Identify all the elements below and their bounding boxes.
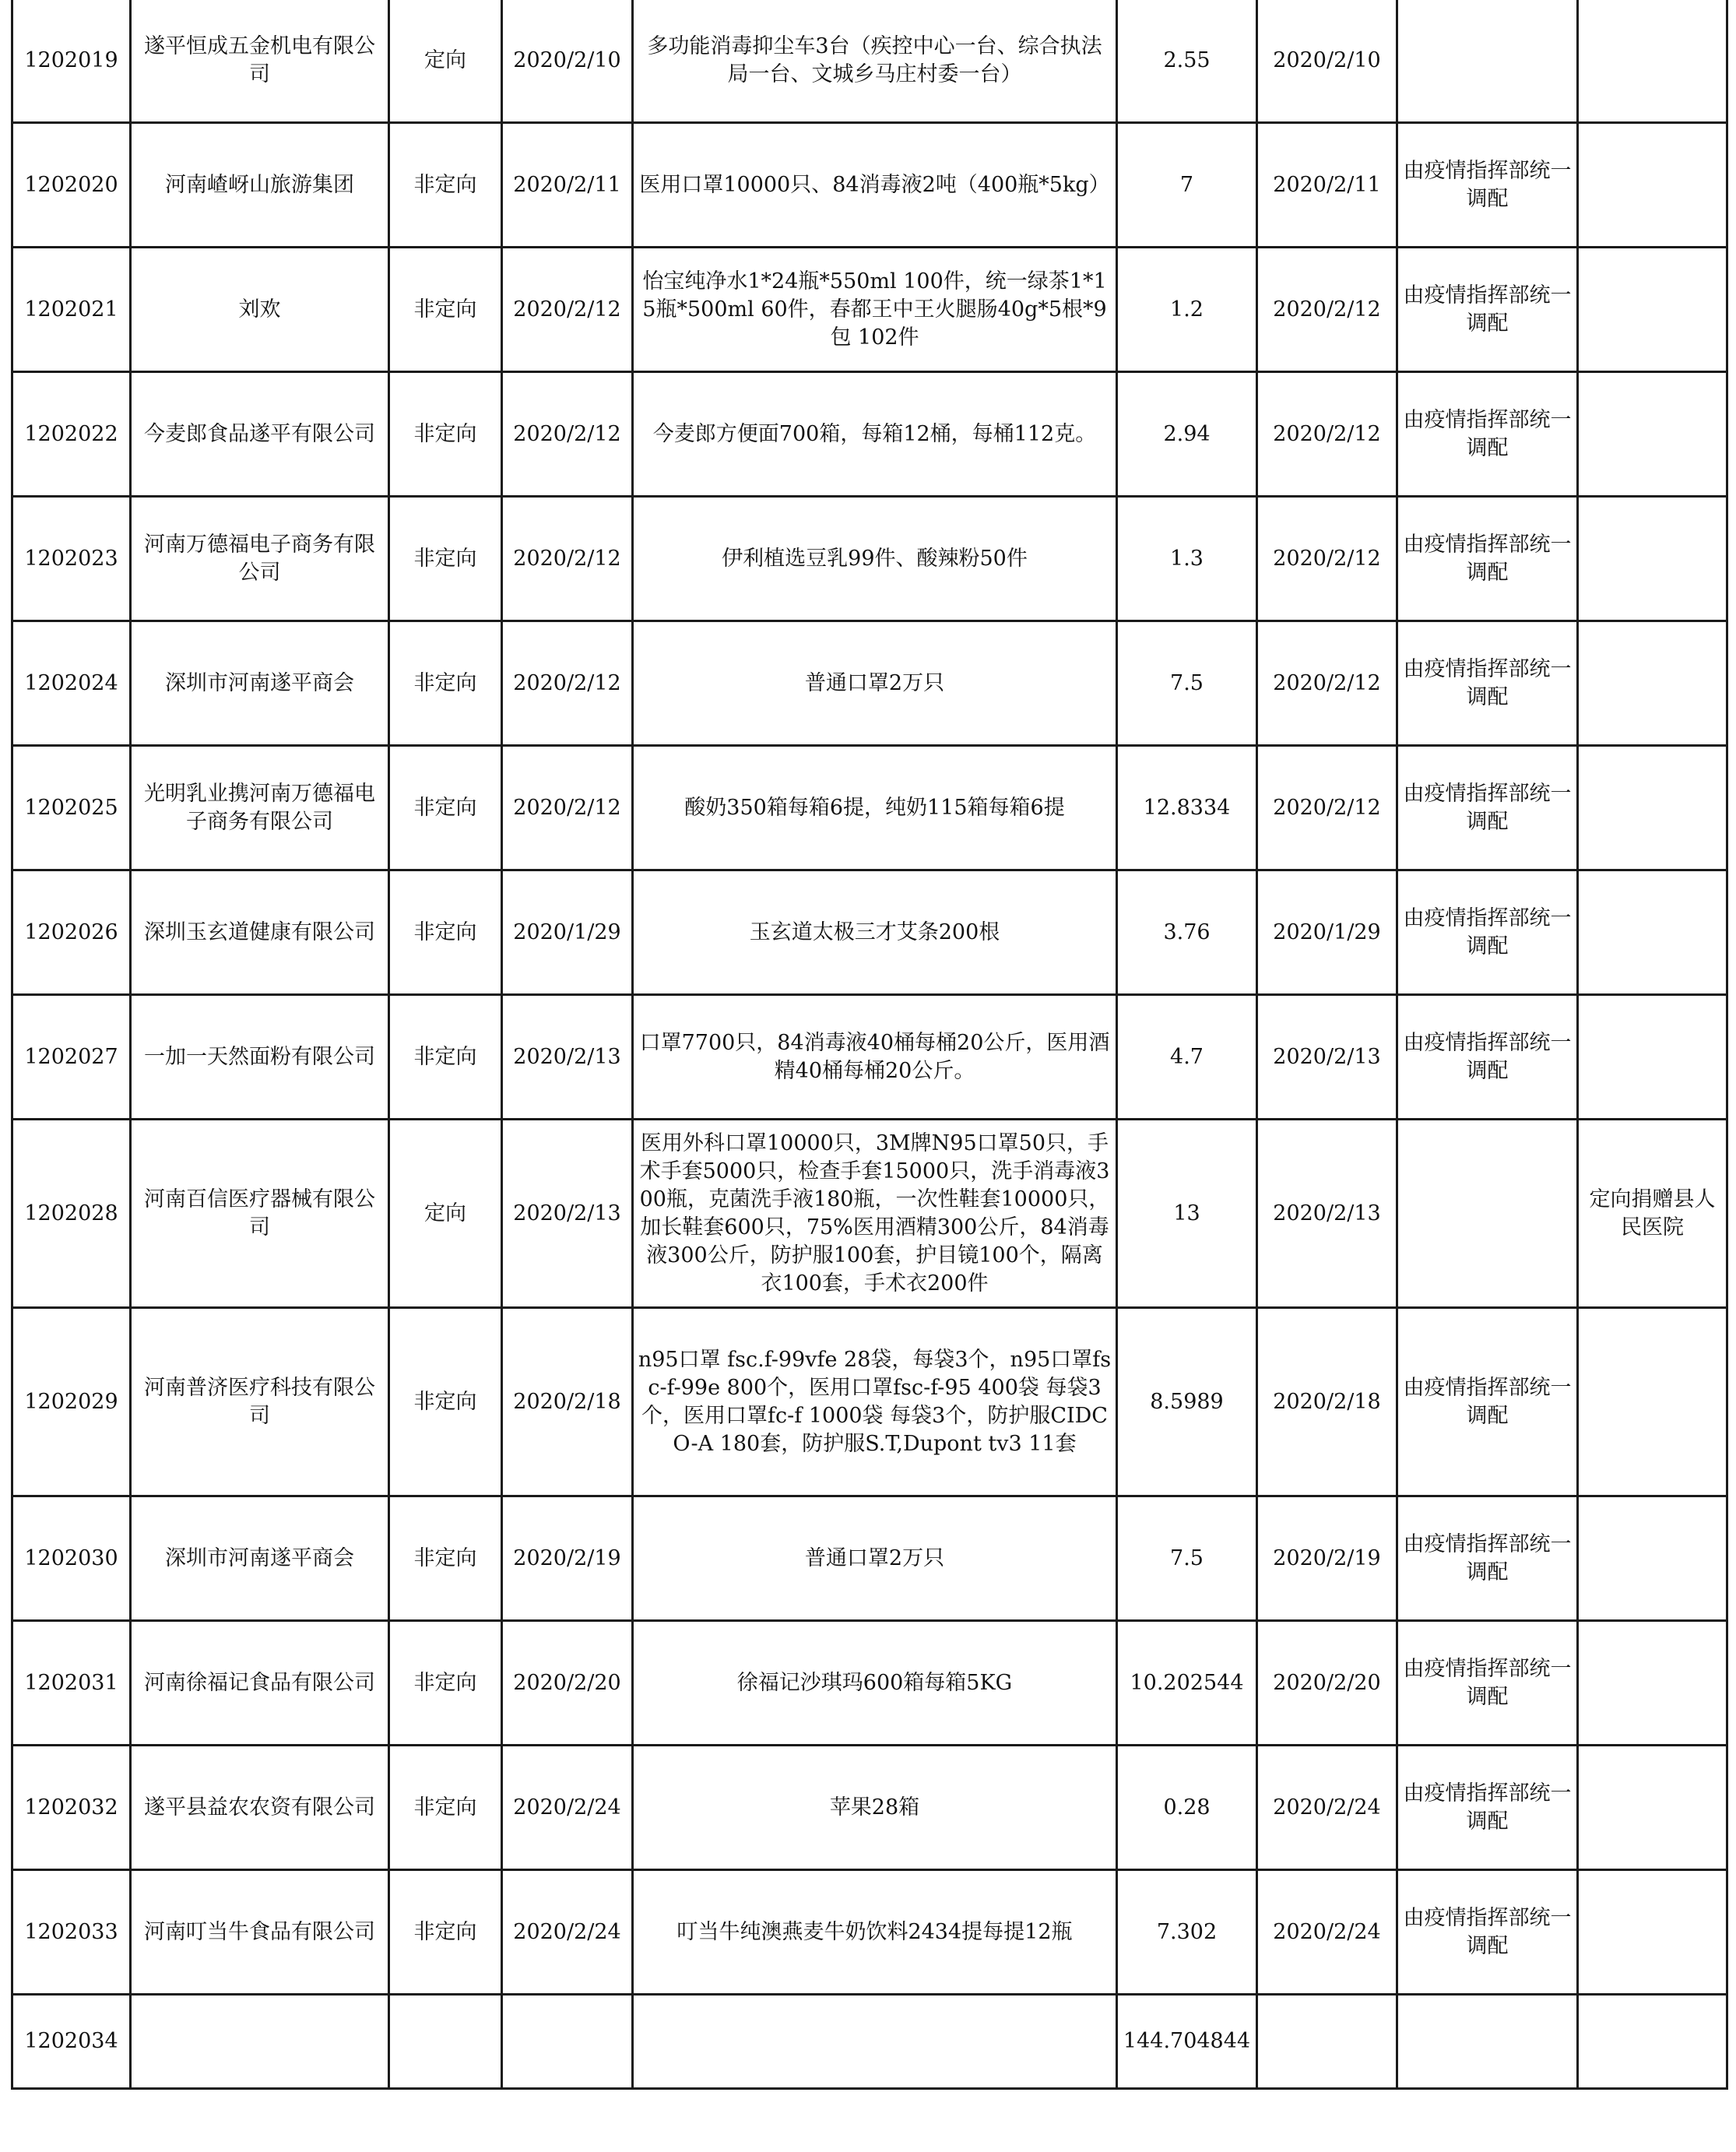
cell-id: 1202029 (12, 1308, 131, 1496)
cell-note: 定向捐赠县人民医院 (1578, 1120, 1727, 1308)
table-row (12, 497, 1727, 621)
cell-id: 1202031 (12, 1621, 131, 1746)
table-row (12, 248, 1727, 372)
table-row (12, 1308, 1727, 1496)
cell-receive-date: 2020/2/13 (1257, 995, 1397, 1120)
table-row (12, 1746, 1727, 1870)
cell-donor: 遂平县益农农资有限公司 (131, 1746, 389, 1870)
cell-value: 4.7 (1117, 995, 1257, 1120)
cell-receive-date: 2020/2/19 (1257, 1496, 1397, 1621)
cell-type (389, 1995, 502, 2089)
cell-id: 1202022 (12, 372, 131, 497)
cell-type: 非定向 (389, 1621, 502, 1746)
cell-value: 10.202544 (1117, 1621, 1257, 1746)
cell-donor: 刘欢 (131, 248, 389, 372)
cell-donor: 河南普济医疗科技有限公司 (131, 1308, 389, 1496)
cell-donor: 一加一天然面粉有限公司 (131, 995, 389, 1120)
cell-usage: 由疫情指挥部统一调配 (1397, 995, 1578, 1120)
cell-receive-date: 2020/2/12 (1257, 621, 1397, 746)
cell-receive-date: 2020/1/29 (1257, 870, 1397, 995)
cell-note (1578, 497, 1727, 621)
cell-usage: 由疫情指挥部统一调配 (1397, 870, 1578, 995)
cell-id: 1202034 (12, 1995, 131, 2089)
cell-usage: 由疫情指挥部统一调配 (1397, 123, 1578, 248)
cell-note (1578, 621, 1727, 746)
table-row (12, 870, 1727, 995)
cell-date: 2020/2/20 (502, 1621, 633, 1746)
cell-usage: 由疫情指挥部统一调配 (1397, 621, 1578, 746)
cell-type: 非定向 (389, 870, 502, 995)
cell-value: 7.5 (1117, 1496, 1257, 1621)
cell-id: 1202024 (12, 621, 131, 746)
cell-value: 8.5989 (1117, 1308, 1257, 1496)
cell-usage: 由疫情指挥部统一调配 (1397, 372, 1578, 497)
cell-id: 1202019 (12, 0, 131, 123)
cell-value: 13 (1117, 1120, 1257, 1308)
cell-id: 1202027 (12, 995, 131, 1120)
cell-date: 2020/2/12 (502, 248, 633, 372)
cell-value: 1.3 (1117, 497, 1257, 621)
cell-donor: 河南百信医疗器械有限公司 (131, 1120, 389, 1308)
table-row (12, 123, 1727, 248)
cell-id: 1202032 (12, 1746, 131, 1870)
cell-items (633, 1995, 1117, 2089)
cell-note (1578, 1746, 1727, 1870)
cell-items: 医用外科口罩10000只，3M牌N95口罩50只，手术手套5000只，检查手套15000只，洗手消毒液300瓶，克菌洗手液180瓶，一次性鞋套10000只，加长鞋套600只，75%医用酒精300公斤，84消毒液300公斤，防护服100套，护目镜100个，隔离衣100套，手术衣200件 (633, 1120, 1117, 1308)
cell-items: 口罩7700只，84消毒液40桶每桶20公斤，医用酒精40桶每桶20公斤。 (633, 995, 1117, 1120)
table-row (12, 1870, 1727, 1995)
cell-date: 2020/2/11 (502, 123, 633, 248)
cell-usage: 由疫情指挥部统一调配 (1397, 746, 1578, 870)
cell-usage: 由疫情指挥部统一调配 (1397, 1746, 1578, 1870)
cell-receive-date: 2020/2/12 (1257, 248, 1397, 372)
cell-id: 1202030 (12, 1496, 131, 1621)
cell-items: 今麦郎方便面700箱，每箱12桶，每桶112克。 (633, 372, 1117, 497)
cell-date: 2020/2/24 (502, 1746, 633, 1870)
cell-id: 1202033 (12, 1870, 131, 1995)
cell-type: 非定向 (389, 248, 502, 372)
cell-date: 2020/2/12 (502, 497, 633, 621)
cell-type: 非定向 (389, 621, 502, 746)
cell-type: 非定向 (389, 746, 502, 870)
cell-value: 3.76 (1117, 870, 1257, 995)
cell-type: 定向 (389, 1120, 502, 1308)
cell-date: 2020/2/12 (502, 746, 633, 870)
cell-id: 1202021 (12, 248, 131, 372)
cell-note (1578, 1496, 1727, 1621)
cell-note (1578, 372, 1727, 497)
cell-usage: 由疫情指挥部统一调配 (1397, 497, 1578, 621)
cell-value: 144.704844 (1117, 1995, 1257, 2089)
cell-note (1578, 870, 1727, 995)
cell-date: 2020/2/13 (502, 995, 633, 1120)
cell-receive-date: 2020/2/12 (1257, 372, 1397, 497)
cell-value: 2.94 (1117, 372, 1257, 497)
cell-donor: 今麦郎食品遂平有限公司 (131, 372, 389, 497)
table-row (12, 1120, 1727, 1308)
cell-type: 非定向 (389, 372, 502, 497)
cell-donor: 深圳市河南遂平商会 (131, 621, 389, 746)
cell-type: 非定向 (389, 497, 502, 621)
cell-items: 玉玄道太极三才艾条200根 (633, 870, 1117, 995)
cell-donor: 遂平恒成五金机电有限公司 (131, 0, 389, 123)
cell-receive-date: 2020/2/20 (1257, 1621, 1397, 1746)
cell-id: 1202020 (12, 123, 131, 248)
cell-value: 1.2 (1117, 248, 1257, 372)
cell-note (1578, 248, 1727, 372)
cell-date: 2020/2/13 (502, 1120, 633, 1308)
table-row (12, 1496, 1727, 1621)
cell-receive-date: 2020/2/13 (1257, 1120, 1397, 1308)
cell-donor: 河南徐福记食品有限公司 (131, 1621, 389, 1746)
cell-value: 0.28 (1117, 1746, 1257, 1870)
cell-note (1578, 746, 1727, 870)
cell-usage: 由疫情指挥部统一调配 (1397, 1496, 1578, 1621)
cell-usage: 由疫情指挥部统一调配 (1397, 1870, 1578, 1995)
table-row (12, 746, 1727, 870)
cell-date: 2020/2/12 (502, 372, 633, 497)
cell-note (1578, 1995, 1727, 2089)
cell-note (1578, 123, 1727, 248)
table-row (12, 621, 1727, 746)
cell-items: 怡宝纯净水1*24瓶*550ml 100件，统一绿茶1*15瓶*500ml 60件，春都王中王火腿肠40g*5根*9包 102件 (633, 248, 1117, 372)
cell-type: 非定向 (389, 1746, 502, 1870)
cell-value: 7 (1117, 123, 1257, 248)
cell-items: 普通口罩2万只 (633, 1496, 1117, 1621)
cell-date: 2020/2/18 (502, 1308, 633, 1496)
cell-items: 医用口罩10000只、84消毒液2吨（400瓶*5kg） (633, 123, 1117, 248)
cell-receive-date: 2020/2/12 (1257, 497, 1397, 621)
cell-donor: 光明乳业携河南万德福电子商务有限公司 (131, 746, 389, 870)
cell-items: 叮当牛纯澳燕麦牛奶饮料2434提每提12瓶 (633, 1870, 1117, 1995)
cell-type: 非定向 (389, 1870, 502, 1995)
cell-usage: 由疫情指挥部统一调配 (1397, 1621, 1578, 1746)
table-row (12, 995, 1727, 1120)
cell-items: 普通口罩2万只 (633, 621, 1117, 746)
donation-table-container (11, 0, 1726, 2090)
cell-donor (131, 1995, 389, 2089)
cell-receive-date: 2020/2/12 (1257, 746, 1397, 870)
cell-items: 酸奶350箱每箱6提，纯奶115箱每箱6提 (633, 746, 1117, 870)
cell-type: 非定向 (389, 1308, 502, 1496)
cell-receive-date: 2020/2/24 (1257, 1870, 1397, 1995)
cell-items: n95口罩 fsc.f-99vfe 28袋，每袋3个，n95口罩fsc-f-99e 800个，医用口罩fsc-f-95 400袋 每袋3个，医用口罩fc-f 1000袋 每袋3个，防护服CIDCO-A 180套，防护服S.T,Dupont tv3 11套 (633, 1308, 1117, 1496)
cell-value: 7.302 (1117, 1870, 1257, 1995)
table-row (12, 1995, 1727, 2089)
cell-items: 多功能消毒抑尘车3台（疾控中心一台、综合执法局一台、文城乡马庄村委一台） (633, 0, 1117, 123)
cell-id: 1202028 (12, 1120, 131, 1308)
table-row (12, 372, 1727, 497)
cell-usage (1397, 1995, 1578, 2089)
cell-date: 2020/2/24 (502, 1870, 633, 1995)
cell-usage: 由疫情指挥部统一调配 (1397, 248, 1578, 372)
donation-table (11, 0, 1728, 2090)
cell-type: 非定向 (389, 123, 502, 248)
cell-donor: 深圳玉玄道健康有限公司 (131, 870, 389, 995)
cell-donor: 河南万德福电子商务有限公司 (131, 497, 389, 621)
cell-date: 2020/2/12 (502, 621, 633, 746)
cell-note (1578, 1308, 1727, 1496)
cell-type: 非定向 (389, 1496, 502, 1621)
cell-value: 7.5 (1117, 621, 1257, 746)
cell-date: 2020/2/19 (502, 1496, 633, 1621)
cell-type: 定向 (389, 0, 502, 123)
cell-note (1578, 995, 1727, 1120)
cell-receive-date (1257, 1995, 1397, 2089)
cell-date: 2020/2/10 (502, 0, 633, 123)
cell-date: 2020/1/29 (502, 870, 633, 995)
cell-usage: 由疫情指挥部统一调配 (1397, 1308, 1578, 1496)
cell-value: 12.8334 (1117, 746, 1257, 870)
cell-items: 苹果28箱 (633, 1746, 1117, 1870)
table-row (12, 1621, 1727, 1746)
table-row (12, 0, 1727, 123)
cell-note (1578, 0, 1727, 123)
cell-date (502, 1995, 633, 2089)
cell-id: 1202023 (12, 497, 131, 621)
cell-receive-date: 2020/2/18 (1257, 1308, 1397, 1496)
cell-id: 1202025 (12, 746, 131, 870)
cell-id: 1202026 (12, 870, 131, 995)
cell-note (1578, 1870, 1727, 1995)
cell-items: 徐福记沙琪玛600箱每箱5KG (633, 1621, 1117, 1746)
cell-type: 非定向 (389, 995, 502, 1120)
cell-receive-date: 2020/2/10 (1257, 0, 1397, 123)
cell-donor: 河南叮当牛食品有限公司 (131, 1870, 389, 1995)
cell-items: 伊利植选豆乳99件、酸辣粉50件 (633, 497, 1117, 621)
cell-receive-date: 2020/2/24 (1257, 1746, 1397, 1870)
cell-value: 2.55 (1117, 0, 1257, 123)
cell-receive-date: 2020/2/11 (1257, 123, 1397, 248)
cell-donor: 深圳市河南遂平商会 (131, 1496, 389, 1621)
cell-usage (1397, 1120, 1578, 1308)
cell-note (1578, 1621, 1727, 1746)
cell-donor: 河南嵖岈山旅游集团 (131, 123, 389, 248)
cell-usage (1397, 0, 1578, 123)
